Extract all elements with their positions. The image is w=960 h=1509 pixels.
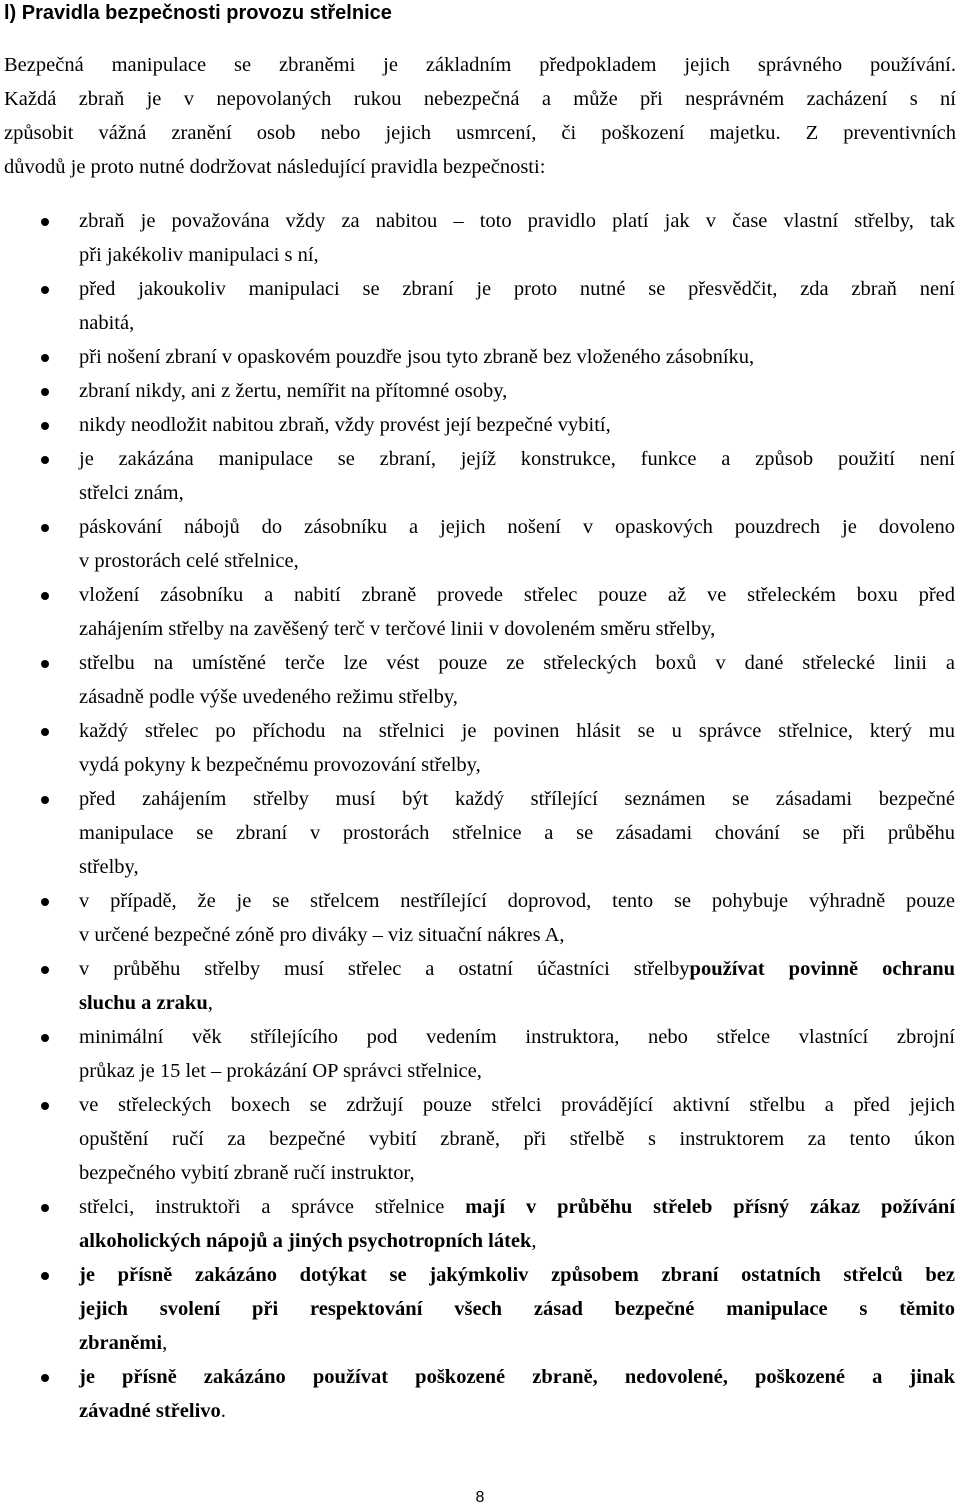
list-item-line — [79, 884, 955, 918]
text-segment: střelci, instruktoři a správce střelnice — [79, 1196, 466, 1218]
list-item-line — [79, 476, 955, 510]
text-segment: je zakázána manipulace se zbraní, jejíž konstrukce, funkce a způsob použití není — [79, 448, 955, 470]
list-item-line — [79, 1394, 955, 1428]
bold-text: je přísně zakázáno používat poškozené zbraně, nedovolené, poškozené a jinak — [79, 1366, 955, 1388]
list-item-line — [79, 1224, 955, 1258]
text-segment: manipulace se zbraní v prostorách střelnice a se zásadami chování se při průběhu — [79, 822, 955, 844]
list-item-line — [79, 408, 955, 442]
bullet-dot-icon — [41, 1034, 49, 1042]
list-item — [0, 714, 955, 782]
list-item-line — [79, 1292, 955, 1326]
list-item — [0, 204, 955, 272]
text-segment: vydá pokyny k bezpečnému provozování střelby, — [79, 754, 481, 776]
list-item-line — [79, 1122, 955, 1156]
bold-text: sluchu a zraku — [79, 992, 208, 1014]
text-segment: každý střelec po příchodu na střelnici je povinen hlásit se u správce střelnice, který mu — [79, 720, 955, 742]
bullet-dot-icon — [41, 1272, 49, 1280]
bullet-dot-icon — [41, 354, 49, 362]
list-item-line — [79, 782, 955, 816]
list-item-line — [79, 816, 955, 850]
text-segment: páskování nábojů do zásobníku a jejich nošení v opaskových pouzdrech je dovoleno — [79, 516, 955, 538]
list-item — [0, 1360, 955, 1428]
list-item — [0, 374, 955, 408]
list-item-line — [79, 646, 955, 680]
bullet-dot-icon — [41, 1204, 49, 1212]
list-item-line — [79, 1326, 955, 1360]
section-heading: l) Pravidla bezpečnosti provozu střelnice — [4, 2, 392, 24]
intro-paragraph — [4, 48, 956, 184]
bullet-dot-icon — [41, 456, 49, 464]
bullet-dot-icon — [41, 898, 49, 906]
list-item-line — [79, 680, 955, 714]
bold-text: je přísně zakázáno dotýkat se jakýmkoliv způsobem zbraní ostatních střelců bez — [79, 1264, 955, 1286]
bullet-dot-icon — [41, 966, 49, 974]
text-segment: minimální věk střílejícího pod vedením instruktora, nebo střelce vlastnící zbrojní — [79, 1026, 955, 1048]
list-item — [0, 1258, 955, 1360]
bold-text: zbraněmi — [79, 1332, 163, 1354]
list-item-line — [79, 612, 955, 646]
text-segment: opuštění ručí za bezpečné vybití zbraně, při střelbě s instruktorem za tento úkon — [79, 1128, 955, 1150]
list-item-line — [79, 442, 955, 476]
list-item — [0, 1190, 955, 1258]
text-segment: při jakékoliv manipulaci s ní, — [79, 244, 319, 266]
list-item-line — [79, 714, 955, 748]
bold-text: mají v průběhu střeleb přísný zákaz požívání — [465, 1196, 956, 1218]
text-segment: před jakoukoliv manipulaci se zbraní je proto nutné se přesvědčit, zda zbraň není — [79, 278, 955, 300]
list-item — [0, 510, 955, 578]
list-item-line — [79, 748, 955, 782]
intro-line: způsobit vážná zranění osob nebo jejich usmrcení, či poškození majetku. Z preventivních — [4, 122, 956, 144]
bullet-dot-icon — [41, 286, 49, 294]
list-item-line — [79, 1190, 955, 1224]
bullet-dot-icon — [41, 1102, 49, 1110]
list-item — [0, 442, 955, 510]
text-segment: v určené bezpečné zóně pro diváky – viz situační nákres A, — [79, 924, 565, 946]
list-item-line — [79, 1054, 955, 1088]
list-item — [0, 340, 955, 374]
list-item-line — [79, 952, 955, 986]
list-item-line — [79, 204, 955, 238]
text-segment: nabitá, — [79, 312, 135, 334]
text-segment: ve střeleckých boxech se zdržují pouze střelci provádějící aktivní střelbu a před jejich — [79, 1094, 955, 1116]
bold-text: jejich svolení při respektování všech zásad bezpečné manipulace s těmito — [79, 1298, 955, 1320]
list-item-line — [79, 272, 955, 306]
list-item — [0, 646, 955, 714]
list-item-line — [79, 1258, 955, 1292]
text-segment: v průběhu střelby musí střelec a ostatní účastníci střelby — [79, 958, 690, 980]
list-item-line — [79, 578, 955, 612]
list-item — [0, 782, 955, 884]
list-item-line — [79, 306, 955, 340]
list-item — [0, 952, 955, 1020]
bullet-dot-icon — [41, 524, 49, 532]
safety-rules-list — [0, 204, 960, 1428]
bold-text: používat povinně ochranu — [689, 958, 956, 980]
list-item-line — [79, 1360, 955, 1394]
list-item-line — [79, 986, 955, 1020]
text-segment: . — [220, 1400, 226, 1422]
bullet-dot-icon — [41, 1374, 49, 1382]
intro-line: Každá zbraň je v nepovolaných rukou nebezpečná a může při nesprávném zacházení s ní — [4, 88, 956, 110]
list-item-line — [79, 510, 955, 544]
bold-text: závadné střelivo — [79, 1400, 221, 1422]
text-segment: , — [162, 1332, 168, 1354]
bullet-dot-icon — [41, 592, 49, 600]
list-item — [0, 1088, 955, 1190]
list-item-line — [79, 238, 955, 272]
bullet-dot-icon — [41, 218, 49, 226]
text-segment: vložení zásobníku a nabití zbraně provede střelec pouze až ve střeleckém boxu před — [79, 584, 955, 606]
bullet-dot-icon — [41, 422, 49, 430]
text-segment: zbraní nikdy, ani z žertu, nemířit na přítomné osoby, — [79, 380, 508, 402]
list-item-line — [79, 918, 955, 952]
intro-line: Bezpečná manipulace se zbraněmi je základním předpokladem jejich správného používání. — [4, 54, 956, 76]
list-item-line — [79, 340, 955, 374]
text-segment: před zahájením střelby musí být každý střílející seznámen se zásadami bezpečné — [79, 788, 955, 810]
list-item — [0, 884, 955, 952]
list-item-line — [79, 1088, 955, 1122]
text-segment: střelci znám, — [79, 482, 184, 504]
list-item-line — [79, 1156, 955, 1190]
text-segment: nikdy neodložit nabitou zbraň, vždy provést její bezpečné vybití, — [79, 414, 611, 436]
text-segment: bezpečného vybití zbraně ručí instruktor, — [79, 1162, 415, 1184]
list-item — [0, 578, 955, 646]
intro-line: důvodů je proto nutné dodržovat následující pravidla bezpečnosti: — [4, 156, 546, 178]
text-segment: zahájením střelby na zavěšený terč v terčové linii v dovoleném směru střelby, — [79, 618, 716, 640]
list-item — [0, 272, 955, 340]
text-segment: v prostorách celé střelnice, — [79, 550, 299, 572]
text-segment: při nošení zbraní v opaskovém pouzdře jsou tyto zbraně bez vloženého zásobníku, — [79, 346, 755, 368]
list-item-line — [79, 544, 955, 578]
bullet-dot-icon — [41, 796, 49, 804]
text-segment: střelbu na umístěné terče lze vést pouze ze střeleckých boxů v dané střelecké linii a — [79, 652, 955, 674]
text-segment: průkaz je 15 let – prokázání OP správci střelnice, — [79, 1060, 482, 1082]
list-item-line — [79, 374, 955, 408]
page-number: 8 — [475, 1489, 485, 1506]
bullet-dot-icon — [41, 388, 49, 396]
bullet-dot-icon — [41, 728, 49, 736]
text-segment: zbraň je považována vždy za nabitou – toto pravidlo platí jak v čase vlastní střelby, tak — [79, 210, 955, 232]
list-item — [0, 408, 955, 442]
text-segment: střelby, — [79, 856, 139, 878]
text-segment: v případě, že je se střelcem nestřílející doprovod, tento se pohybuje výhradně pouze — [79, 890, 955, 912]
list-item — [0, 1020, 955, 1088]
bullet-dot-icon — [41, 660, 49, 668]
list-item-line — [79, 850, 955, 884]
bold-text: alkoholických nápojů a jiných psychotropních látek — [79, 1230, 532, 1252]
text-segment: , — [207, 992, 213, 1014]
list-item-line — [79, 1020, 955, 1054]
text-segment: zásadně podle výše uvedeného režimu střelby, — [79, 686, 458, 708]
text-segment: , — [531, 1230, 537, 1252]
